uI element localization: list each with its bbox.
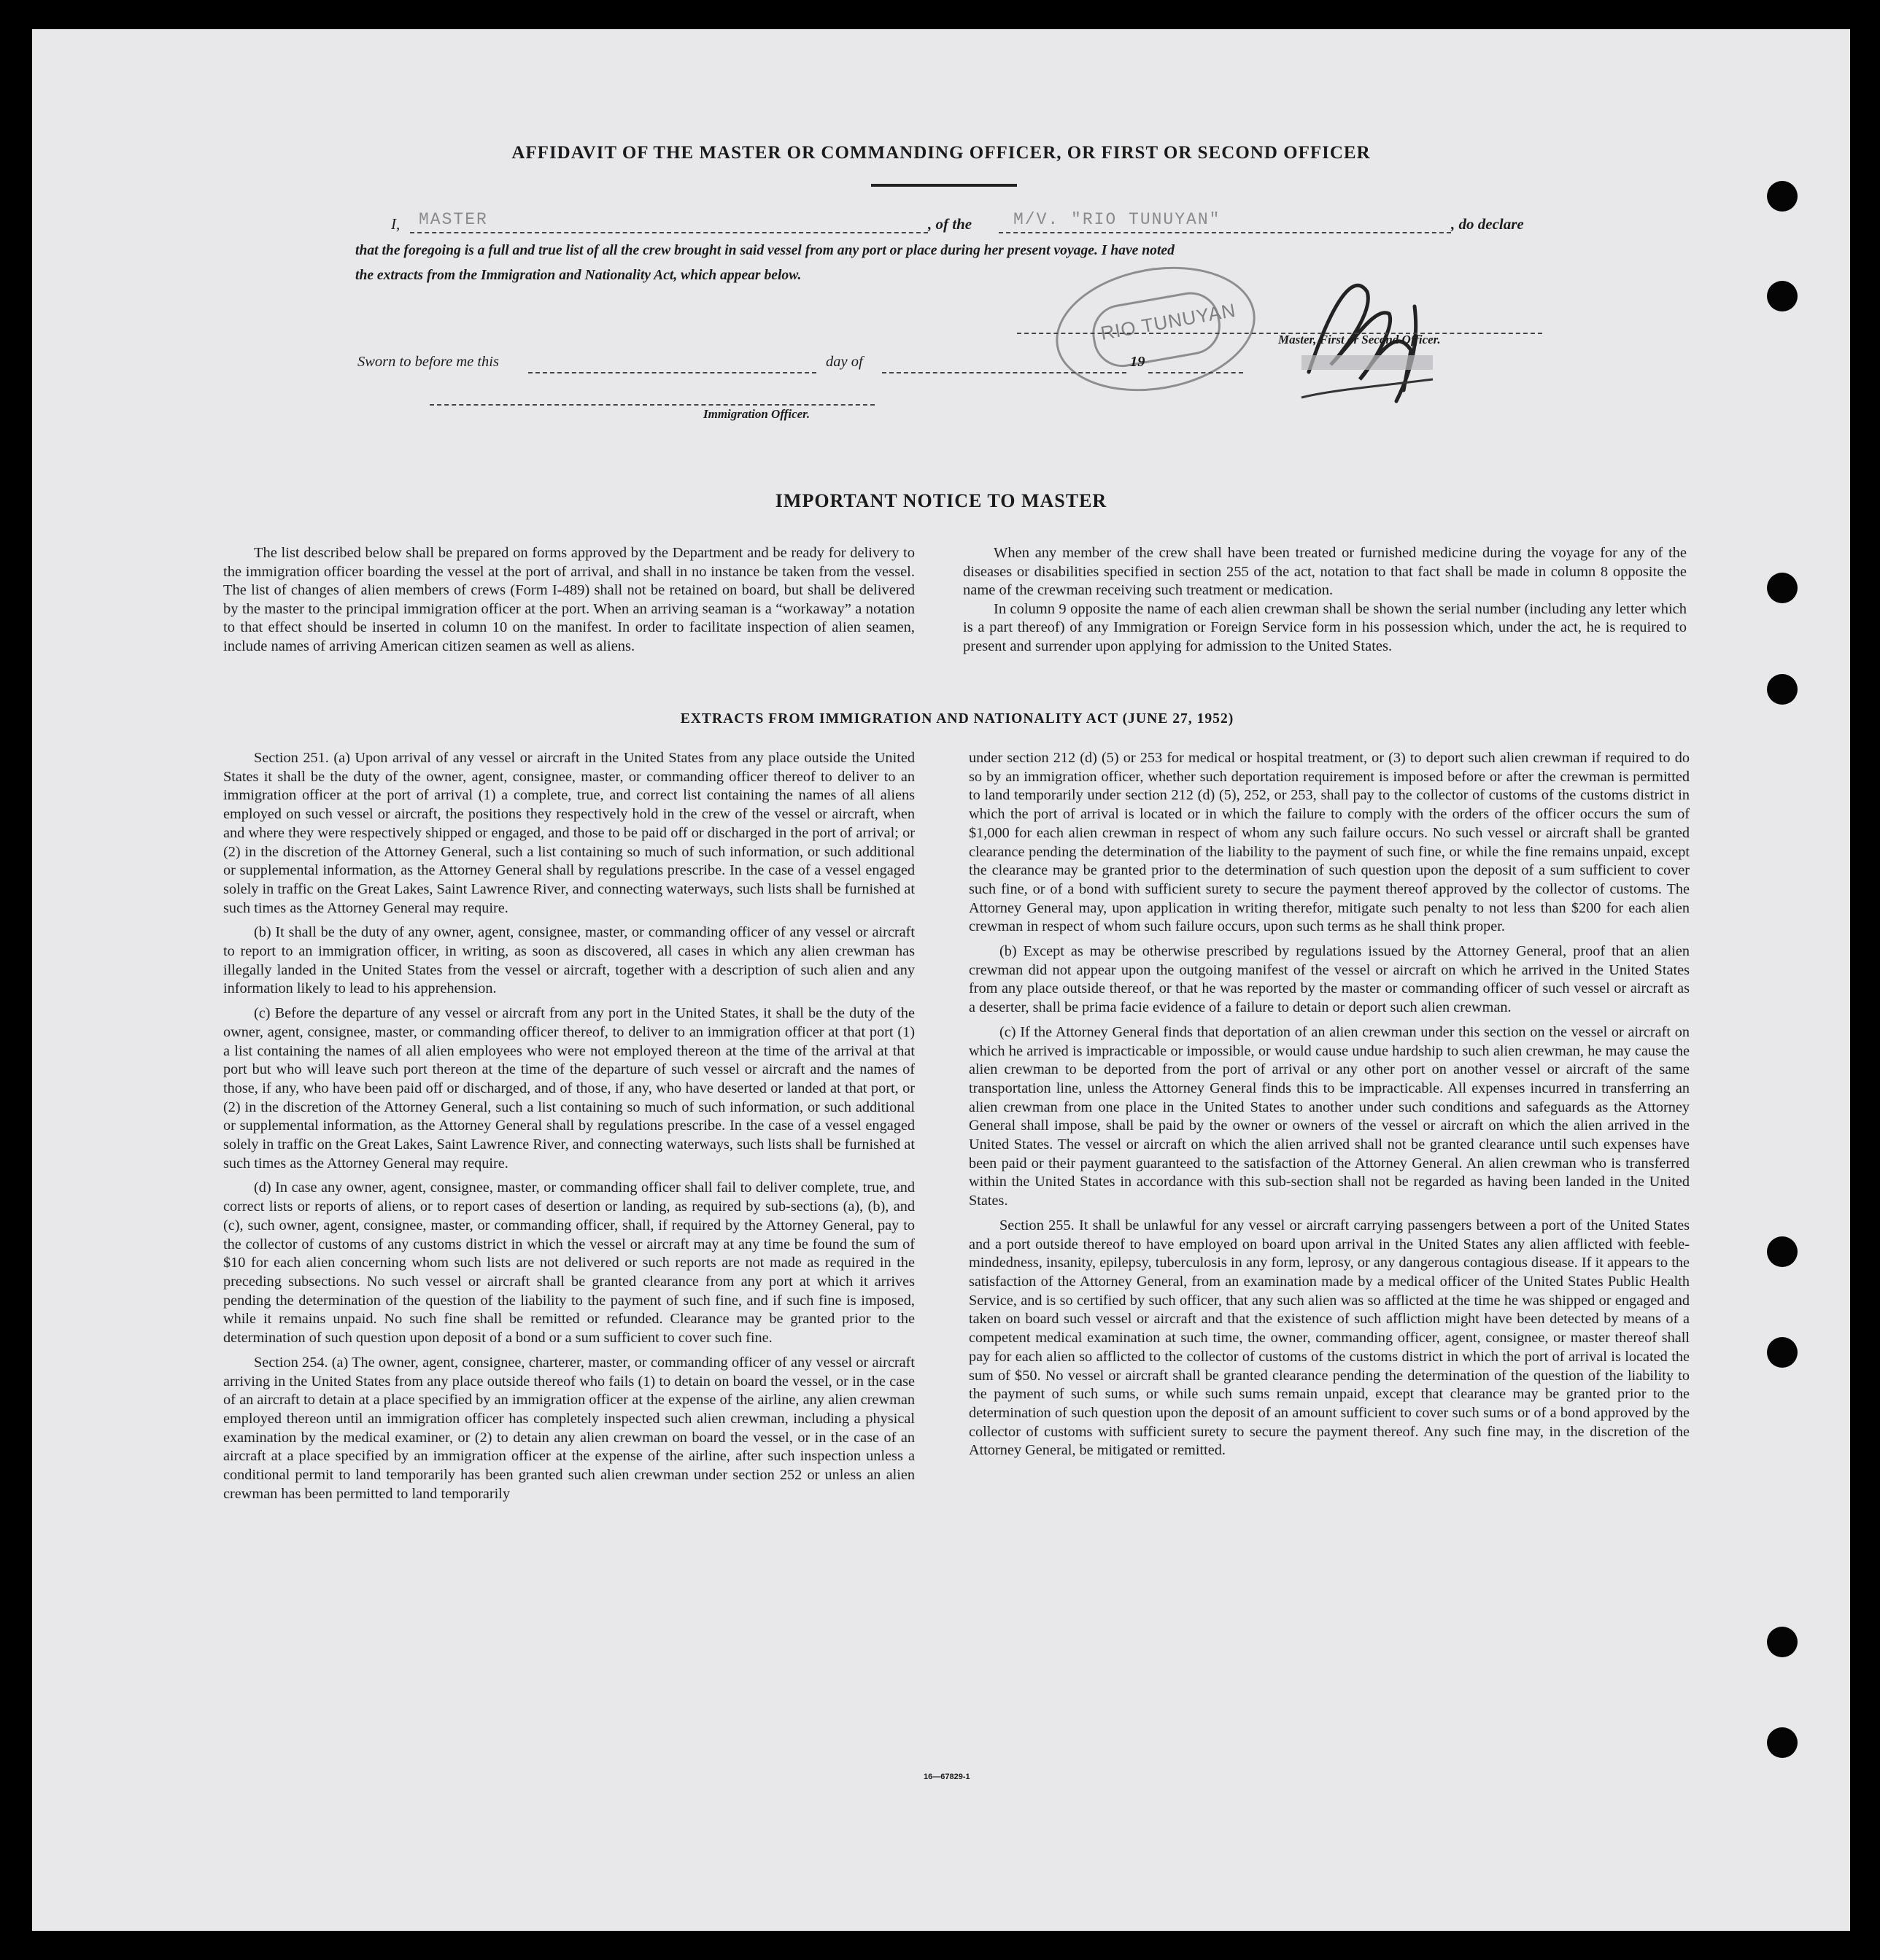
do-declare-label: , do declare [1451, 215, 1524, 233]
declaration-line-3: the extracts from the Immigration and Nationality Act, which appear below. [355, 268, 802, 283]
punch-hole [1767, 1236, 1798, 1267]
notice-right-column [963, 544, 1687, 662]
extracts-left-column [223, 749, 915, 1509]
section-255: Section 255. It shall be unlawful for any vessel or aircraft carrying passengers between a port of the United States and a port outside thereof to have employed on board upon arrival in the United States any alien afflicted with feeble-mindedness, insanity, epilepsy, tuberculosis in any form, leprosy, or any dangerous contagious disease. If it appears to the satisfaction of the Attorney General, from an examination made by a medical officer of the United States Public Health Service, and is so certified by such officer, that any such alien was so afflicted at the time he was shipped or engaged and taken on board such vessel or aircraft and that the existence of such affliction might have been detected by means of a competent medical examination at such time, the owner, commanding officer, agent, consignee, or master thereof shall pay for each alien so afflicted to the collector of customs of the customs district in which the port of arrival is located the sum of $50. No vessel or aircraft shall be granted clearance pending the determination of the question of the liability to the payment of such sums, or while such sums remain unpaid, except that clearance may be granted prior to the determination of such question upon the deposit of an amount sufficient to cover such sums or of a bond approved by the collector of customs with sufficient surety to secure the payment thereof. Any such fine may, in the discretion of the Attorney General, be mitigated or remitted. [969, 1217, 1690, 1459]
section-251-c: (c) Before the departure of any vessel or aircraft from any port in the United States, it shall be the duty of the owner, agent, consignee, master, or commanding officer thereof, to deliver to an immigration officer at that port (1) a list containing the names of all alien employees who were not employed thereon at the time of the arrival at that port but who will leave such port thereon at the time of the departure of such vessel or aircraft and the names of those, if any, who have been paid off or discharged, and of those, if any, who have deserted or landed at that port, or (2) in the discretion of the Attorney General, such a list containing so much of such information, or such additional or supplemental information, as the Attorney General shall by regulations prescribe. In the case of a vessel engaged solely in traffic on the Great Lakes, Saint Lawrence River, and connecting waterways, such lists shall be furnished at such times as the Attorney General may require. [223, 1005, 915, 1171]
important-notice-title: IMPORTANT NOTICE TO MASTER [775, 490, 1107, 511]
affidavit-title: AFFIDAVIT OF THE MASTER OR COMMANDING OFFICER, OR FIRST OR SECOND OFFICER [511, 143, 1371, 163]
signature-caption: Master, First or Second Officer. [1278, 333, 1441, 346]
section-251-d: (d) In case any owner, agent, consignee, master, or commanding officer shall fail to deliver complete, true, and correct lists or reports of aliens, or to report cases of desertion or landing, as required by sub-sections (a), (b), and (c), such owner, agent, consignee, master, or commanding officer, shall, if required by the Attorney General, pay to the collector of customs of any customs district in which the vessel or aircraft may at any time be found the sum of $10 for each alien concerning whom such lists are not delivered or such reports are not made as required in the preceding subsections. No such vessel or aircraft shall be granted clearance from any port at which it arrives pending the determination of the question of the liability to the payment of such fine, and if such fine is imposed, while it remains unpaid. No such fine shall be remitted or refunded. Clearance may be granted prior to the determination of such question upon deposit of a bond or a sum sufficient to cover such fine. [223, 1180, 915, 1347]
title-rule [871, 184, 1017, 187]
affidavit-sheet [32, 29, 1850, 1931]
immigration-officer-fill-line [430, 404, 875, 406]
punch-hole [1767, 1627, 1798, 1657]
sworn-year-fill-line [1148, 372, 1243, 373]
stamp-label: RIO TUNUYAN [1099, 298, 1238, 344]
sworn-label: Sworn to before me this [357, 354, 499, 370]
punch-hole [1767, 674, 1798, 705]
punch-hole [1767, 281, 1798, 311]
vessel-fill-line [999, 232, 1451, 233]
notice-right-paragraph-2: In column 9 opposite the name of each alien crewman shall be shown the serial number (including any letter which is a part thereof) of any Immigration or Foreign Service form in his possession which, under the act, he is required to present and surrender upon applying for admission to the United States. [963, 600, 1687, 654]
name-stamp-smudge [1301, 355, 1433, 370]
immigration-officer-caption: Immigration Officer. [703, 407, 811, 421]
i-label: I, [391, 215, 401, 233]
extracts-right-column [969, 749, 1690, 1466]
punch-hole [1767, 573, 1798, 603]
declaration-line-2: that the foregoing is a full and true list of all the crew brought in said vessel from any port or place during her present voyage. I have noted [355, 243, 1175, 258]
section-251-b: (b) It shall be the duty of any owner, agent, consignee, master, or commanding officer of any vessel or aircraft to report to an immigration officer, in writing, as soon as discovered, all cases in which any alien crewman has illegally landed in the United States from the vessel or aircraft, together with a description of such alien and any information likely to lead to his apprehension. [223, 924, 915, 997]
vessel-stamp [1046, 252, 1266, 406]
punch-hole [1767, 181, 1798, 212]
punch-hole [1767, 1727, 1798, 1758]
section-254-a-continued: under section 212 (d) (5) or 253 for medical or hospital treatment, or (3) to deport such alien crewman if required to do so by an immigration officer, whether such deportation requirement is imposed before or after the crewman is permitted to land temporarily under section 212 (d) (5), 252, or 253, shall pay to the collector of customs of the customs district in which the port of arrival is located or in which the failure to comply with the orders of the officer occurs the sum of $1,000 for each alien crewman in respect of whom any such failure occurs. No such vessel or aircraft shall be granted clearance pending the determination of the liability to the payment of such fine, or while the fine remains unpaid, except the clearance may be granted prior to the determination of such question upon the deposit of a sum sufficient to cover such fine, or of a bond with sufficient surety to secure the payment thereof approved by the collector of customs. The Attorney General may, upon application in writing therefor, mitigate such penalty to not less than $200 for each alien crewman in respect of whom such failure occurs, upon such terms as he shall think proper. [969, 750, 1690, 935]
extracts-title: EXTRACTS FROM IMMIGRATION AND NATIONALITY ACT (JUNE 27, 1952) [680, 711, 1234, 727]
year-label: 19 [1130, 354, 1145, 370]
vessel-name-value: M/V. "RIO TUNUYAN" [1013, 210, 1221, 229]
section-254-b: (b) Except as may be otherwise prescribed by regulations issued by the Attorney General, proof that an alien crewman did not appear upon the outgoing manifest of the vessel or aircraft on which he arrived in the United States from any place outside thereof, or that he was reported by the master or commanding officer of such vessel or aircraft as a deserter, shall be prima facie evidence of a failure to detain or deport such alien crewman. [969, 943, 1690, 1016]
sworn-day-fill-line [528, 372, 816, 373]
notice-right-paragraph-1: When any member of the crew shall have been treated or furnished medicine during the voyage for any of the diseases or disabilities specified in section 255 of the act, notation to that fact shall be made in column 8 opposite the name of the crewman receiving such treatment or medication. [963, 545, 1687, 599]
master-name-value: MASTER [419, 210, 488, 229]
form-number: 16—67829-1 [924, 1773, 970, 1781]
punch-hole [1767, 1337, 1798, 1368]
notice-left-column [223, 544, 915, 662]
sworn-month-fill-line [882, 372, 1126, 373]
day-of-label: day of [826, 354, 863, 370]
section-251-a: Section 251. (a) Upon arrival of any vessel or aircraft in the United States from any place outside the United States it shall be the duty of the owner, agent, consignee, master, or commanding officer thereof to deliver to an immigration officer at the port of arrival (1) a complete, true, and correct list containing the names of all aliens employed on such vessel or aircraft, the positions they respectively hold in the crew of the vessel or aircraft, when and where they were respectively shipped or engaged, and those to be paid off or discharged in the port of arrival; or (2) in the discretion of the Attorney General, such a list containing so much of such information, or such additional or supplemental information, as the Attorney General shall by regulations prescribe. In the case of a vessel engaged solely in traffic on the Great Lakes, Saint Lawrence River, and connecting waterways, such lists shall be furnished at such times as the Attorney General may require. [223, 750, 915, 916]
of-the-label: , of the [928, 215, 972, 233]
section-254-a: Section 254. (a) The owner, agent, consignee, charterer, master, or commanding officer of any vessel or aircraft arriving in the United States from any place outside thereof who fails (1) to detain on board the vessel, or in the case of an aircraft to detain at a place specified by an immigration officer at the expense of the airline, any alien crewman employed thereon until an immigration officer has completely inspected such alien crewman, including a physical examination by the medical examiner, or (2) to detain any alien crewman on board the vessel, or in the case of an aircraft at a place specified by an immigration officer at the expense of the airline, after such inspection unless a conditional permit to land temporarily has been granted such alien crewman under section 252 or unless an alien crewman has been permitted to land temporarily [223, 1354, 915, 1502]
notice-left-paragraph: The list described below shall be prepared on forms approved by the Department and be ready for delivery to the immigration officer boarding the vessel at the port of arrival, and shall in no instance be taken from the vessel. The list of changes of alien members of crews (Form I-489) shall not be retained on board, but shall be delivered by the master to the principal immigration officer at the port. When an arriving seaman is a “workaway” a notation to that effect should be inserted in column 10 on the manifest. In order to facilitate inspection of alien seamen, include names of arriving American citizen seamen as well as aliens. [223, 545, 915, 654]
name-fill-line [410, 232, 928, 233]
section-254-c: (c) If the Attorney General finds that deportation of an alien crewman under this section on the vessel or aircraft on which he arrived is impracticable or impossible, or would cause undue hardship to such alien crewman, he may cause the alien crewman to be deported from the port of arrival or any other port on another vessel or aircraft of the same transportation line, unless the Attorney General finds this to be impracticable. All expenses incurred in transferring an alien crewman from one place in the United States to another under such conditions and safeguards as the Attorney General shall impose, shall be paid by the owner or owners of the vessel or aircraft on which the alien arrived in the United States. The vessel or aircraft on which the alien arrived shall not be granted clearance until such expenses have been paid or their payment guaranteed to the satisfaction of the Attorney General. An alien crewman who is transferred within the United States in accordance with this sub-section shall not be regarded as having been landed in the United States. [969, 1023, 1690, 1209]
